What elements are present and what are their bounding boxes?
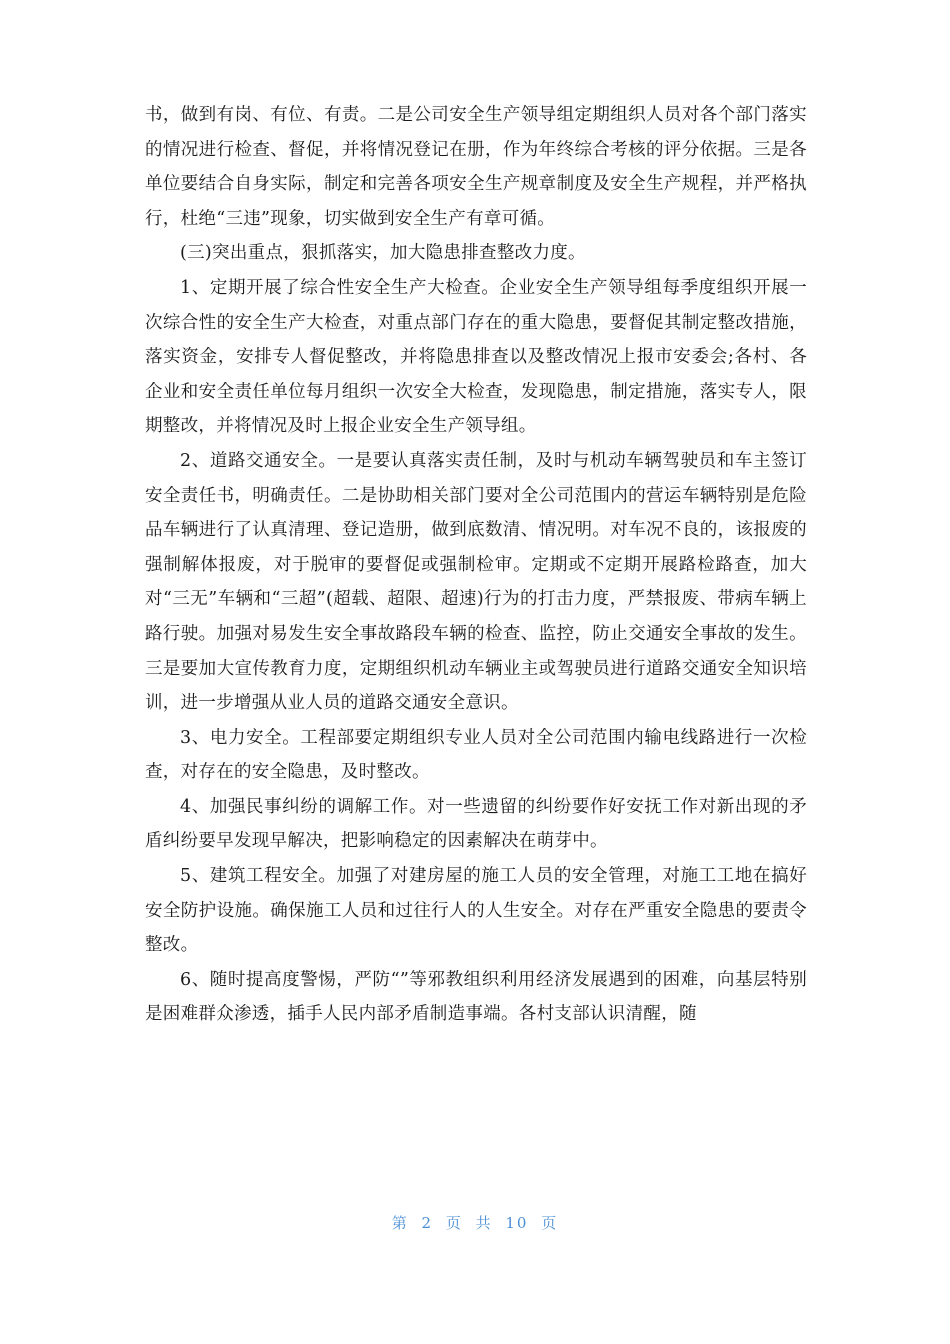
paragraph-8: 6、随时提高度警惕，严防“”等邪教组织利用经济发展遇到的困难，向基层特别是困难群众渗透，插手人民内部矛盾制造事端。各村支部认识清醒，随 bbox=[145, 969, 807, 1025]
paragraph-1: 书，做到有岗、有位、有责。二是公司安全生产领导组定期组织人员对各个部门落实的情况进行检查、督促，并将情况登记在册，作为年终综合考核的评分依据。三是各单位要结合自身实际，制定和完善各项安全生产规章制度及安全生产规程，并严格执行，杜绝“三违”现象，切实做到安全生产有章可循。 bbox=[145, 105, 807, 229]
paragraph-5: 3、电力安全。工程部要定期组织专业人员对全公司范围内输电线路进行一次检查，对存在的安全隐患，及时整改。 bbox=[145, 727, 807, 783]
document-body bbox=[145, 98, 807, 1032]
paragraph-4: 2、道路交通安全。一是要认真落实责任制，及时与机动车辆驾驶员和车主签订安全责任书，明确责任。二是协助相关部门要对全公司范围内的营运车辆特别是危险品车辆进行了认真清理、登记造册，做到底数清、情况明。对车况不良的，该报废的强制解体报废，对于脱审的要督促或强制检审。定期或不定期开展路检路查，加大对“三无”车辆和“三超”(超载、超限、超速)行为的打击力度，严禁报废、带病车辆上路行驶。加强对易发生安全事故路段车辆的检查、监控，防止交通安全事故的发生。三是要加大宣传教育力度，定期组织机动车辆业主或驾驶员进行道路交通安全知识培训，进一步增强从业人员的道路交通安全意识。 bbox=[145, 450, 807, 714]
page-number-footer: 第 2 页 共 10 页 bbox=[391, 1214, 559, 1232]
paragraph-2-heading: (三)突出重点，狠抓落实，加大隐患排查整改力度。 bbox=[180, 243, 586, 264]
paragraph-6: 4、加强民事纠纷的调解工作。对一些遗留的纠纷要作好安抚工作对新出现的矛盾纠纷要早发现早解决，把影响稳定的因素解决在萌芽中。 bbox=[145, 796, 807, 852]
paragraph-3: 1、定期开展了综合性安全生产大检查。企业安全生产领导组每季度组织开展一次综合性的安全生产大检查，对重点部门存在的重大隐患，要督促其制定整改措施，落实资金，安排专人督促整改，并将隐患排查以及整改情况上报市安委会;各村、各企业和安全责任单位每月组织一次安全大检查，发现隐患，制定措施，落实专人，限期整改，并将情况及时上报企业安全生产领导组。 bbox=[145, 277, 807, 437]
paragraph-7: 5、建筑工程安全。加强了对建房屋的施工人员的安全管理，对施工工地在搞好安全防护设施。确保施工人员和过往行人的人生安全。对存在严重安全隐患的要责令整改。 bbox=[145, 866, 807, 956]
